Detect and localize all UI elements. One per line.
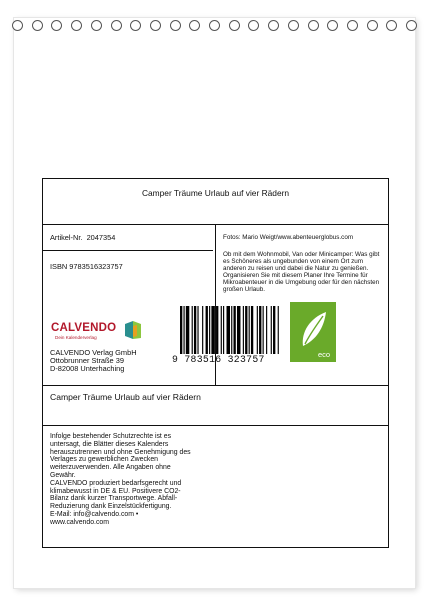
- barcode-bar: [194, 306, 196, 354]
- binding-ring: [91, 20, 102, 31]
- barcode-bar: [183, 306, 184, 354]
- binding-ring: [308, 20, 319, 31]
- binding-ring: [12, 20, 23, 31]
- legal-line: E-Mail: info@calvendo.com •: [50, 510, 139, 518]
- barcode-bar: [202, 306, 203, 354]
- isbn-text: ISBN 9783516323757: [50, 262, 123, 271]
- barcode-bar: [233, 306, 235, 354]
- binding-ring: [386, 20, 397, 31]
- divider: [43, 425, 388, 426]
- logo-name: CALVENDO: [51, 322, 117, 334]
- barcode-bar: [192, 306, 193, 354]
- barcode-bar: [263, 306, 264, 354]
- divider: [43, 250, 213, 251]
- legal-line: Bilanz dank kurzer Transportwege. Abfall-: [50, 495, 178, 503]
- barcode-bar: [211, 306, 214, 354]
- article-value: 2047354: [86, 233, 116, 242]
- barcode-bar: [186, 306, 189, 354]
- legal-line: weiterzuverwenden. Alle Angaben ohne: [50, 464, 171, 472]
- legal-text: [50, 433, 191, 527]
- binding-ring: [130, 20, 141, 31]
- book-icon: [124, 320, 142, 340]
- article-label: Artikel-Nr.: [50, 233, 83, 242]
- barcode-bar: [197, 306, 198, 354]
- binding-ring: [150, 20, 161, 31]
- barcode-bar: [216, 306, 218, 354]
- binding-ring: [347, 20, 358, 31]
- divider: [43, 385, 388, 386]
- description: Ob mit dem Wohnmobil, Van oder Minicamper: Was gibt es Schöneres als ungebunden von einem Ort zum anderen zu reisen und dabei die Natur zu genießen. Organisieren Sie mit diesem Planer Ihre Termine für Mikroabenteuer in die Umgebung oder für den nächsten großen Urlaub.: [223, 251, 380, 293]
- legal-line: Reduzierung dank Einzelstückfertigung.: [50, 503, 172, 511]
- barcode-bar: [223, 306, 224, 354]
- article-number: [50, 234, 115, 242]
- logo-tagline: Dein Kalenderverlag: [55, 335, 97, 340]
- binding-ring: [209, 20, 220, 31]
- eco-label-icon: [290, 302, 336, 362]
- binding-ring: [71, 20, 82, 31]
- panel-title: Camper Träume Urlaub auf vier Rädern: [141, 188, 290, 198]
- binding-ring: [327, 20, 338, 31]
- binding-ring: [248, 20, 259, 31]
- barcode-bar: [249, 306, 250, 354]
- photo-credit: Fotos: Mario Weigt/www.abenteuerglobus.com: [223, 234, 354, 241]
- barcode: [180, 306, 280, 358]
- barcode-digits: 9 783516 323757: [172, 354, 265, 365]
- binding-ring: [229, 20, 240, 31]
- barcode-bar: [231, 306, 232, 354]
- barcode-bar: [180, 306, 182, 354]
- legal-line: klimabewusst in DE & EU. Positivere CO2-: [50, 487, 181, 495]
- binding-ring: [111, 20, 122, 31]
- barcode-bar: [278, 306, 279, 354]
- binding-ring: [32, 20, 43, 31]
- binding-ring: [406, 20, 417, 31]
- legal-line: CALVENDO produziert bedarfsgerecht und: [50, 479, 182, 487]
- barcode-bar: [273, 306, 275, 354]
- legal-line: www.calvendo.com: [50, 518, 109, 526]
- legal-line: Verlages zu gewerblichen Zwecken: [50, 456, 159, 464]
- legal-line: Gewähr.: [50, 471, 76, 479]
- binding-ring: [51, 20, 62, 31]
- publisher-city: D-82008 Unterhaching: [50, 364, 125, 373]
- barcode-bar: [209, 306, 210, 354]
- barcode-bar: [237, 306, 240, 354]
- legal-line: Infolge bestehender Schutzrechte ist es: [50, 433, 172, 440]
- barcode-bar: [221, 306, 222, 354]
- spiral-binding: [10, 20, 421, 36]
- barcode-bar: [243, 306, 244, 354]
- barcode-bar: [206, 306, 208, 354]
- calvendo-logo: [51, 318, 161, 344]
- publisher-street: Ottobrunner Straße 39: [50, 356, 124, 365]
- legal-line: herauszutrennen und ohne Genehmigung des: [50, 448, 191, 456]
- binding-ring: [288, 20, 299, 31]
- barcode-bar: [251, 306, 253, 354]
- binding-ring: [189, 20, 200, 31]
- barcode-bar: [227, 306, 230, 354]
- barcode-bar: [259, 306, 261, 354]
- barcode-bar: [271, 306, 272, 354]
- barcode-bar: [245, 306, 247, 354]
- binding-ring: [367, 20, 378, 31]
- legal-line: untersagt, die Blätter dieses Kalenders: [50, 440, 169, 448]
- bottom-title: Camper Träume Urlaub auf vier Rädern: [50, 392, 201, 402]
- binding-ring: [268, 20, 279, 31]
- barcode-bar: [257, 306, 258, 354]
- binding-ring: [170, 20, 181, 31]
- publisher-name: CALVENDO Verlag GmbH: [50, 348, 137, 357]
- eco-text: eco: [317, 350, 331, 359]
- barcode-bar: [266, 306, 267, 354]
